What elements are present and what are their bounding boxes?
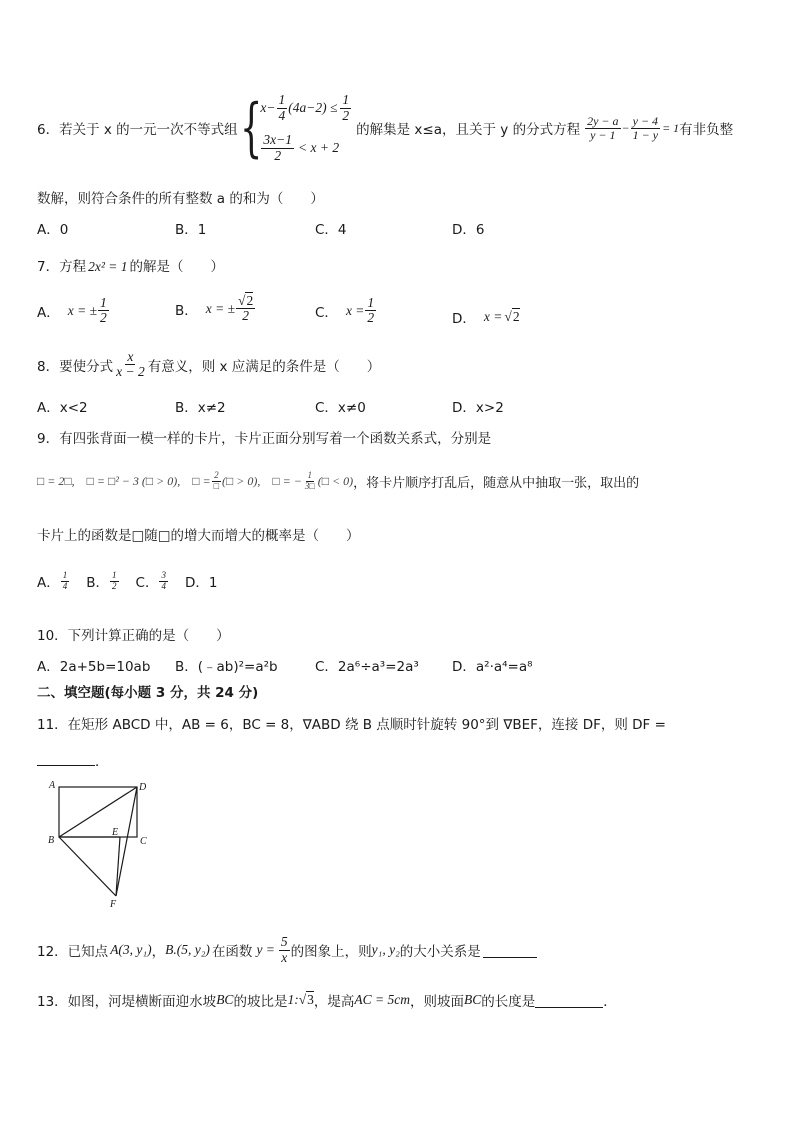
q10-option-b: B．(﹣ab)²=a²b	[175, 659, 278, 675]
q9-option-a: A． $\frac{1}{4}$	[37, 570, 68, 591]
q11-answer-line: ．	[37, 750, 109, 770]
q9-function-2: □ = □² − 3 (□ > 0),	[86, 473, 181, 488]
q12-stem: 12．已知点 A(3, y₁) ， B.(5, y₂) 在函数 y = $\frac{5}{x}$ 的图象上，则 y₁, y₂ 的大小关系是	[37, 932, 537, 968]
q11-label-f: F	[110, 899, 117, 910]
q6-line2: 数解，则符合条件的所有整数 a 的和为（ ）	[37, 191, 324, 207]
q7-option-b: B． x = ± $\frac{√2}{2}$	[175, 293, 254, 324]
section-title-fill-in: 二、填空题(每小题 3 分，共 24 分)	[37, 685, 259, 701]
q10-option-a: A．2a+5b=10ab	[37, 659, 151, 675]
q11-label-d: D	[139, 782, 147, 793]
q11-label-c: C	[140, 836, 147, 847]
q11-stem: 11．在矩形 ABCD 中，AB = 6，BC = 8，∇ABD 绕 B 点顺时针旋转 90°到 ∇BEF，连接 DF，则 DF =	[37, 717, 666, 733]
q9-function-1: □ = 2□,	[37, 473, 75, 488]
q7-stem: 7．方程 2x² = 1 的解是（ ）	[37, 259, 224, 275]
q9-line1: 9．有四张背面一模一样的卡片，卡片正面分别写着一个函数关系式，分别是	[37, 431, 492, 447]
q6-ineq2: $\frac{3x-1}{2}$ < x + 2	[263, 132, 340, 163]
q9-option-b: B． $\frac{1}{2}$	[86, 570, 117, 591]
q6-option-c: C．4	[315, 222, 347, 238]
q11-label-a: A	[49, 780, 56, 791]
q6-prefix: 6．若关于 x 的一元一次不等式组	[37, 122, 238, 138]
q6-system	[240, 88, 352, 168]
q6-option-a: A．0	[37, 222, 69, 238]
q10-option-c: C．2a⁶÷a³=2a³	[315, 659, 419, 675]
q8-fraction: $\frac{x}{x - 2}$	[116, 349, 145, 380]
q6-mid-text: 的解集是 x≤a，且关于 y 的分式方程	[356, 122, 581, 138]
q6-suffix: 有非负整	[679, 122, 734, 138]
q12-point-a: A(3, y₁)	[110, 942, 152, 957]
q9-options	[37, 571, 217, 591]
q9-option-c: C． $\frac{3}{4}$	[135, 570, 166, 591]
q11-label-b: B	[48, 835, 55, 846]
q9-option-d: D．1	[184, 575, 218, 591]
q8-option-a: A．x<2	[37, 400, 88, 416]
q12-point-b: B.(5, y₂)	[165, 942, 210, 957]
q9-function-3: □ = $\frac{2}{□}$ (□ > 0),	[192, 470, 261, 491]
q7-option-a: A． x = ± $\frac{1}{2}$	[37, 295, 107, 326]
q7-option-d: D． x = √2	[452, 309, 520, 327]
q11-segment-bf	[59, 837, 116, 896]
q13-answer-blank[interactable]	[535, 993, 603, 1008]
q8-stem: 8．要使分式 $\frac{x}{x - 2}$ 有意义，则 x 应满足的条件是（ ）	[37, 349, 381, 380]
q9-line2	[37, 466, 639, 496]
q11-label-e: E	[112, 827, 119, 838]
q6-brace-glyph: {	[239, 91, 263, 165]
q7-option-c: C． x = $\frac{1}{2}$	[315, 295, 375, 326]
q6-ineq1: x− $\frac{1}{4}$ (4a−2) ≤ $\frac{1}{2}$	[260, 92, 350, 123]
q9-function-4: □ = − $\frac{1}{3□}$ (□ < 0)	[272, 470, 354, 491]
q8-option-c: C．x≠0	[315, 400, 366, 416]
q13-stem: 13．如图，河堤横断面迎水坡 BC 的坡比是 1: √3 ，堤高 AC = 5cm ，则坡面 BC 的长度是 ．	[37, 992, 617, 1010]
q10-option-d: D．a²·a⁴=a⁸	[452, 659, 533, 675]
q6-equation: $\frac{2y - a}{y - 1}$ − $\frac{y - 4}{1 - y}$ = 1	[587, 113, 680, 142]
q11-diagonal-bd	[59, 787, 137, 837]
q8-option-b: B．x≠2	[175, 400, 226, 416]
q10-stem: 10．下列计算正确的是（ ）	[37, 628, 230, 644]
q6-option-b: B．1	[175, 222, 207, 238]
q6-option-d: D．6	[452, 222, 485, 238]
q12-function-fraction: $\frac{5}{x}$	[280, 934, 288, 965]
q6-line1	[37, 86, 733, 170]
q8-option-d: D．x>2	[452, 400, 504, 416]
q7-equation: 2x² = 1	[88, 259, 128, 274]
q11-figure	[40, 776, 170, 910]
q11-answer-blank[interactable]	[37, 751, 95, 766]
q9-line2-tail: ，将卡片顺序打乱后，随意从中抽取一张，取出的	[353, 475, 640, 491]
q9-line3: 卡片上的函数是□随□的增大而增大的概率是（ ）	[37, 528, 360, 544]
q12-answer-blank[interactable]	[483, 943, 537, 958]
